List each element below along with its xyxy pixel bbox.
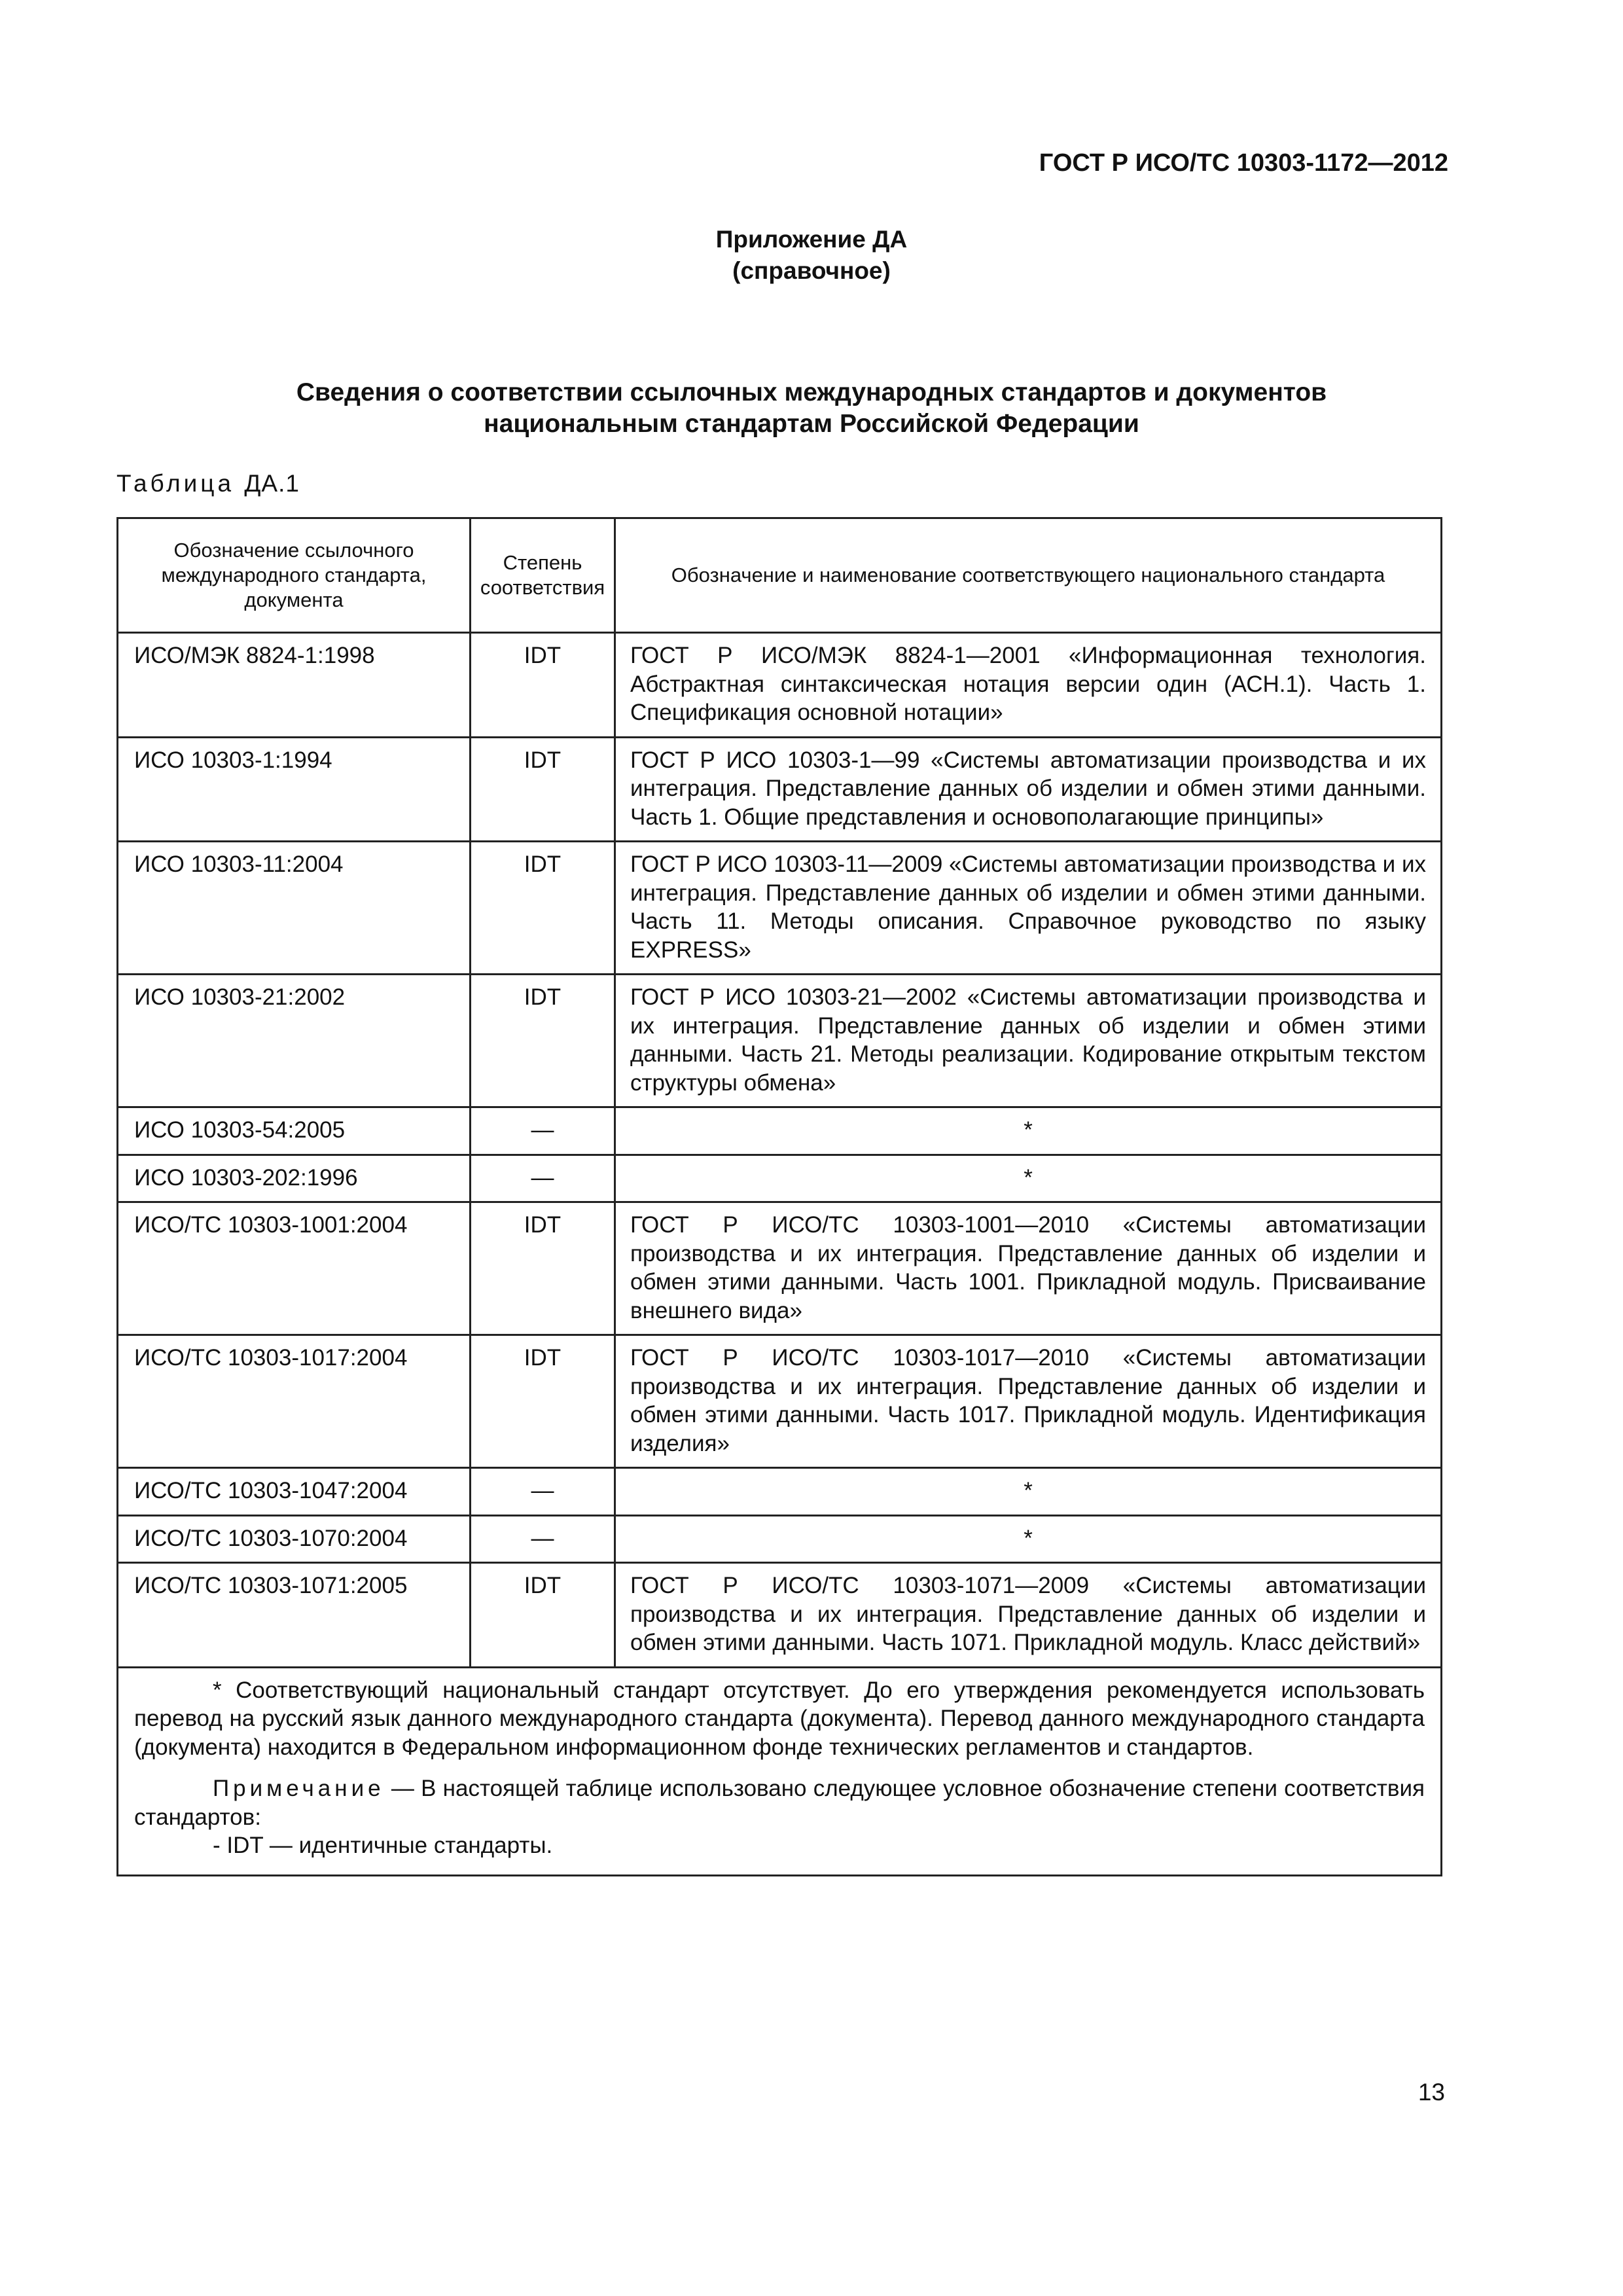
table-row	[118, 1155, 1442, 1202]
degree-cell: IDT	[471, 1563, 615, 1668]
column-header-national: Обозначение и наименование соответствующего национального стандарта	[615, 518, 1442, 633]
reference-cell: ИСО 10303-1:1994	[118, 737, 471, 842]
standards-table	[116, 517, 1442, 1876]
table-row	[118, 1335, 1442, 1468]
page-number: 13	[1418, 2079, 1445, 2106]
degree-cell: —	[471, 1155, 615, 1202]
table-footnote-cell	[118, 1667, 1442, 1875]
national-standard-cell: ГОСТ Р ИСО 10303-1—99 «Системы автоматизации производства и их интеграция. Представление данных об изделии и обмен этими данными. Часть 1. Общие представления и основополагающие принципы»	[615, 737, 1442, 842]
reference-cell: ИСО/ТС 10303-1071:2005	[118, 1563, 471, 1668]
reference-cell: ИСО 10303-11:2004	[118, 842, 471, 975]
table-row	[118, 1563, 1442, 1668]
degree-cell: —	[471, 1468, 615, 1516]
table-row	[118, 737, 1442, 842]
appendix-subtitle: (справочное)	[732, 257, 891, 284]
national-standard-cell: ГОСТ Р ИСО/ТС 10303-1001—2010 «Системы автоматизации производства и их интеграция. Представление данных об изделии и обмен этими данными. Часть 1001. Прикладной модуль. Присваивание внешнего вида»	[615, 1202, 1442, 1335]
table-row	[118, 1468, 1442, 1516]
footnote-text: * Соответствующий национальный стандарт отсутствует. До его утверждения рекомендуется использовать перевод на русский язык данного международного стандарта (документа). Перевод данного международного стандарта (документа) находится в Федеральном информационном фонде технических регламентов и стандартов.	[134, 1677, 1425, 1760]
degree-cell: IDT	[471, 633, 615, 738]
document-id: ГОСТ Р ИСО/ТС 10303-1172—2012	[1039, 149, 1448, 177]
table-caption-label: Таблица	[116, 470, 235, 497]
table-row	[118, 1515, 1442, 1563]
section-heading-line-2: национальным стандартам Российской Федерации	[484, 410, 1139, 438]
reference-cell: ИСО/ТС 10303-1070:2004	[118, 1515, 471, 1563]
note-list-item: - IDT — идентичные стандарты.	[213, 1833, 553, 1858]
section-heading-line-1: Сведения о соответствии ссылочных международных стандартов и документов	[296, 378, 1327, 406]
degree-cell: —	[471, 1515, 615, 1563]
reference-cell: ИСО/ТС 10303-1017:2004	[118, 1335, 471, 1468]
reference-cell: ИСО/ТС 10303-1047:2004	[118, 1468, 471, 1516]
table-row	[118, 842, 1442, 975]
appendix-block	[0, 224, 1623, 287]
table-caption	[116, 470, 300, 497]
table-footer-row	[118, 1667, 1442, 1875]
table-row	[118, 1107, 1442, 1155]
table-row	[118, 1202, 1442, 1335]
degree-cell: IDT	[471, 1202, 615, 1335]
national-standard-cell: *	[615, 1468, 1442, 1516]
note-paragraph	[134, 1774, 1425, 1831]
degree-cell: IDT	[471, 737, 615, 842]
national-standard-cell: *	[615, 1155, 1442, 1202]
national-standard-cell: *	[615, 1107, 1442, 1155]
reference-cell: ИСО/ТС 10303-1001:2004	[118, 1202, 471, 1335]
degree-cell: IDT	[471, 1335, 615, 1468]
note-label: Примечание	[213, 1776, 385, 1801]
national-standard-cell: ГОСТ Р ИСО 10303-21—2002 «Системы автоматизации производства и их интеграция. Представление данных об изделии и обмен этими данными. Часть 21. Методы реализации. Кодирование открытым текстом структуры обмена»	[615, 975, 1442, 1107]
reference-cell: ИСО 10303-54:2005	[118, 1107, 471, 1155]
column-header-reference: Обозначение ссылочного международного стандарта, документа	[118, 518, 471, 633]
column-header-degree: Степень соответствия	[471, 518, 615, 633]
national-standard-cell: ГОСТ Р ИСО/ТС 10303-1017—2010 «Системы автоматизации производства и их интеграция. Представление данных об изделии и обмен этими данными. Часть 1017. Прикладной модуль. Идентификация изделия»	[615, 1335, 1442, 1468]
national-standard-cell: ГОСТ Р ИСО/ТС 10303-1071—2009 «Системы автоматизации производства и их интеграция. Представление данных об изделии и обмен этими данными. Часть 1071. Прикладной модуль. Класс действий»	[615, 1563, 1442, 1668]
table-row	[118, 633, 1442, 738]
degree-cell: IDT	[471, 842, 615, 975]
appendix-title: Приложение ДА	[715, 226, 908, 253]
national-standard-cell: *	[615, 1515, 1442, 1563]
section-heading	[0, 377, 1623, 440]
degree-cell: IDT	[471, 975, 615, 1107]
table-row	[118, 975, 1442, 1107]
degree-cell: —	[471, 1107, 615, 1155]
table-header-row	[118, 518, 1442, 633]
reference-cell: ИСО/МЭК 8824-1:1998	[118, 633, 471, 738]
national-standard-cell: ГОСТ Р ИСО/МЭК 8824-1—2001 «Информационная технология. Абстрактная синтаксическая нотация версии один (АСН.1). Часть 1. Спецификация основной нотации»	[615, 633, 1442, 738]
reference-cell: ИСО 10303-202:1996	[118, 1155, 471, 1202]
reference-cell: ИСО 10303-21:2002	[118, 975, 471, 1107]
national-standard-cell: ГОСТ Р ИСО 10303-11—2009 «Системы автоматизации производства и их интеграция. Представление данных об изделии и обмен этими данными. Часть 11. Методы описания. Справочное руководство по языку EXPRESS»	[615, 842, 1442, 975]
table-caption-number: ДА.1	[244, 470, 300, 497]
note-text: — В настоящей таблице использовано следующее условное обозначение степени соответствия стандартов:	[134, 1776, 1425, 1830]
